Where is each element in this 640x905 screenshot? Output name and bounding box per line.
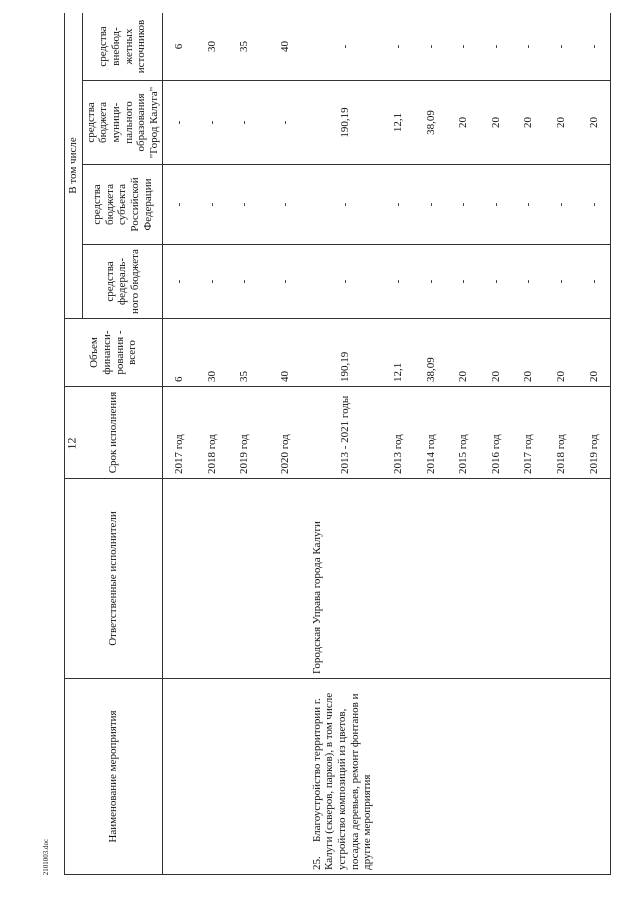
cell-offbudget: -	[578, 13, 611, 81]
page-number: 12	[64, 437, 79, 450]
cell-federal: -	[512, 245, 545, 319]
cell-regional: -	[261, 165, 309, 245]
header-federal: средства федераль- ного бюджета	[82, 245, 163, 319]
cell-federal: -	[163, 245, 196, 319]
cell-event	[261, 679, 309, 875]
cell-federal: -	[415, 245, 448, 319]
header-offbudget: средства внебюд- жетных источников	[82, 13, 163, 81]
cell-executor	[480, 479, 513, 679]
cell-term: 2018 год	[196, 387, 229, 479]
cell-term: 2017 год	[163, 387, 196, 479]
cell-event	[578, 679, 611, 875]
cell-federal: -	[196, 245, 229, 319]
cell-volume: 12,1	[382, 319, 415, 387]
cell-municipal: 20	[480, 81, 513, 165]
cell-executor	[578, 479, 611, 679]
cell-offbudget: -	[309, 13, 382, 81]
cell-regional: -	[415, 165, 448, 245]
table-row	[196, 13, 229, 875]
cell-executor	[415, 479, 448, 679]
cell-regional: -	[545, 165, 578, 245]
table-body	[163, 13, 611, 875]
cell-event	[382, 679, 415, 875]
cell-offbudget: -	[545, 13, 578, 81]
cell-term: 2017 год	[512, 387, 545, 479]
cell-event	[415, 679, 448, 875]
table-row	[578, 13, 611, 875]
cell-event	[196, 679, 229, 875]
cell-volume: 30	[196, 319, 229, 387]
cell-regional: -	[228, 165, 261, 245]
cell-offbudget: 6	[163, 13, 196, 81]
cell-term: 2019 год	[228, 387, 261, 479]
cell-municipal: 20	[545, 81, 578, 165]
table-row	[382, 13, 415, 875]
cell-municipal: -	[228, 81, 261, 165]
cell-offbudget: 40	[261, 13, 309, 81]
cell-volume: 20	[578, 319, 611, 387]
cell-executor	[447, 479, 480, 679]
cell-municipal: -	[261, 81, 309, 165]
cell-event	[512, 679, 545, 875]
cell-municipal: 20	[578, 81, 611, 165]
cell-executor	[261, 479, 309, 679]
header-volume: Объем финанси- рования - всего	[65, 319, 163, 387]
cell-volume: 35	[228, 319, 261, 387]
cell-volume: 190,19	[309, 319, 382, 387]
cell-regional: -	[382, 165, 415, 245]
financing-table	[64, 13, 611, 875]
table-row	[545, 13, 578, 875]
cell-executor	[163, 479, 196, 679]
cell-regional: -	[196, 165, 229, 245]
cell-regional: -	[309, 165, 382, 245]
cell-offbudget: -	[382, 13, 415, 81]
cell-volume: 20	[447, 319, 480, 387]
cell-term: 2013 год	[382, 387, 415, 479]
header-executors: Ответственные исполнители	[65, 479, 163, 679]
cell-federal: -	[382, 245, 415, 319]
cell-offbudget: 30	[196, 13, 229, 81]
cell-regional: -	[480, 165, 513, 245]
cell-offbudget: -	[480, 13, 513, 81]
cell-executor	[196, 479, 229, 679]
cell-regional: -	[578, 165, 611, 245]
cell-event	[480, 679, 513, 875]
cell-federal: -	[480, 245, 513, 319]
cell-municipal: 20	[512, 81, 545, 165]
cell-event	[545, 679, 578, 875]
cell-offbudget: -	[447, 13, 480, 81]
cell-event	[228, 679, 261, 875]
cell-term: 2016 год	[480, 387, 513, 479]
cell-event	[309, 679, 382, 875]
cell-term: 2015 год	[447, 387, 480, 479]
cell-federal: -	[545, 245, 578, 319]
cell-executor	[228, 479, 261, 679]
cell-volume: 20	[512, 319, 545, 387]
cell-executor	[382, 479, 415, 679]
cell-volume: 6	[163, 319, 196, 387]
cell-event	[163, 679, 196, 875]
cell-federal: -	[228, 245, 261, 319]
table-row	[480, 13, 513, 875]
cell-volume: 40	[261, 319, 309, 387]
cell-federal: -	[578, 245, 611, 319]
cell-regional: -	[512, 165, 545, 245]
cell-term: 2014 год	[415, 387, 448, 479]
cell-municipal: 190,19	[309, 81, 382, 165]
cell-volume: 38,09	[415, 319, 448, 387]
cell-executor	[512, 479, 545, 679]
cell-term: 2020 год	[261, 387, 309, 479]
cell-municipal: 38,09	[415, 81, 448, 165]
cell-event	[447, 679, 480, 875]
cell-volume: 20	[545, 319, 578, 387]
footer-filename: 2101003.doc	[42, 838, 50, 876]
cell-term: 2018 год	[545, 387, 578, 479]
cell-executor	[545, 479, 578, 679]
cell-offbudget: -	[415, 13, 448, 81]
rotated-content	[64, 13, 611, 875]
item-number: 25.	[310, 856, 323, 870]
table-row	[309, 13, 382, 875]
cell-term: 2013 - 2021 годы	[309, 387, 382, 479]
table-row	[261, 13, 309, 875]
cell-federal: -	[261, 245, 309, 319]
cell-volume: 20	[480, 319, 513, 387]
header-including: В том числе	[65, 13, 83, 319]
cell-municipal: -	[196, 81, 229, 165]
table-row	[447, 13, 480, 875]
cell-term: 2019 год	[578, 387, 611, 479]
header-municipal: средства бюджета муници- пального образования "Город Калуга"	[82, 81, 163, 165]
cell-federal: -	[309, 245, 382, 319]
cell-municipal: 12,1	[382, 81, 415, 165]
cell-municipal: 20	[447, 81, 480, 165]
table-row	[512, 13, 545, 875]
header-term: Срок исполнения	[65, 387, 163, 479]
cell-federal: -	[447, 245, 480, 319]
table-row	[228, 13, 261, 875]
cell-offbudget: 35	[228, 13, 261, 81]
event-name: Благоустройство территории г. Калуги (скверов, парков), в том числе устройство композиций из цветов, посадка деревьев, ремонт фонтанов и другие мероприятия	[310, 692, 374, 870]
header-event: Наименование мероприятия	[65, 679, 163, 875]
cell-municipal: -	[163, 81, 196, 165]
cell-regional: -	[447, 165, 480, 245]
table-row	[163, 13, 196, 875]
cell-executor: Городская Управа города Калуги	[309, 479, 382, 679]
cell-regional: -	[163, 165, 196, 245]
table-area	[64, 13, 611, 875]
cell-offbudget: -	[512, 13, 545, 81]
table-row	[415, 13, 448, 875]
header-regional: средства бюджета субъекта Российской Федерации	[82, 165, 163, 245]
